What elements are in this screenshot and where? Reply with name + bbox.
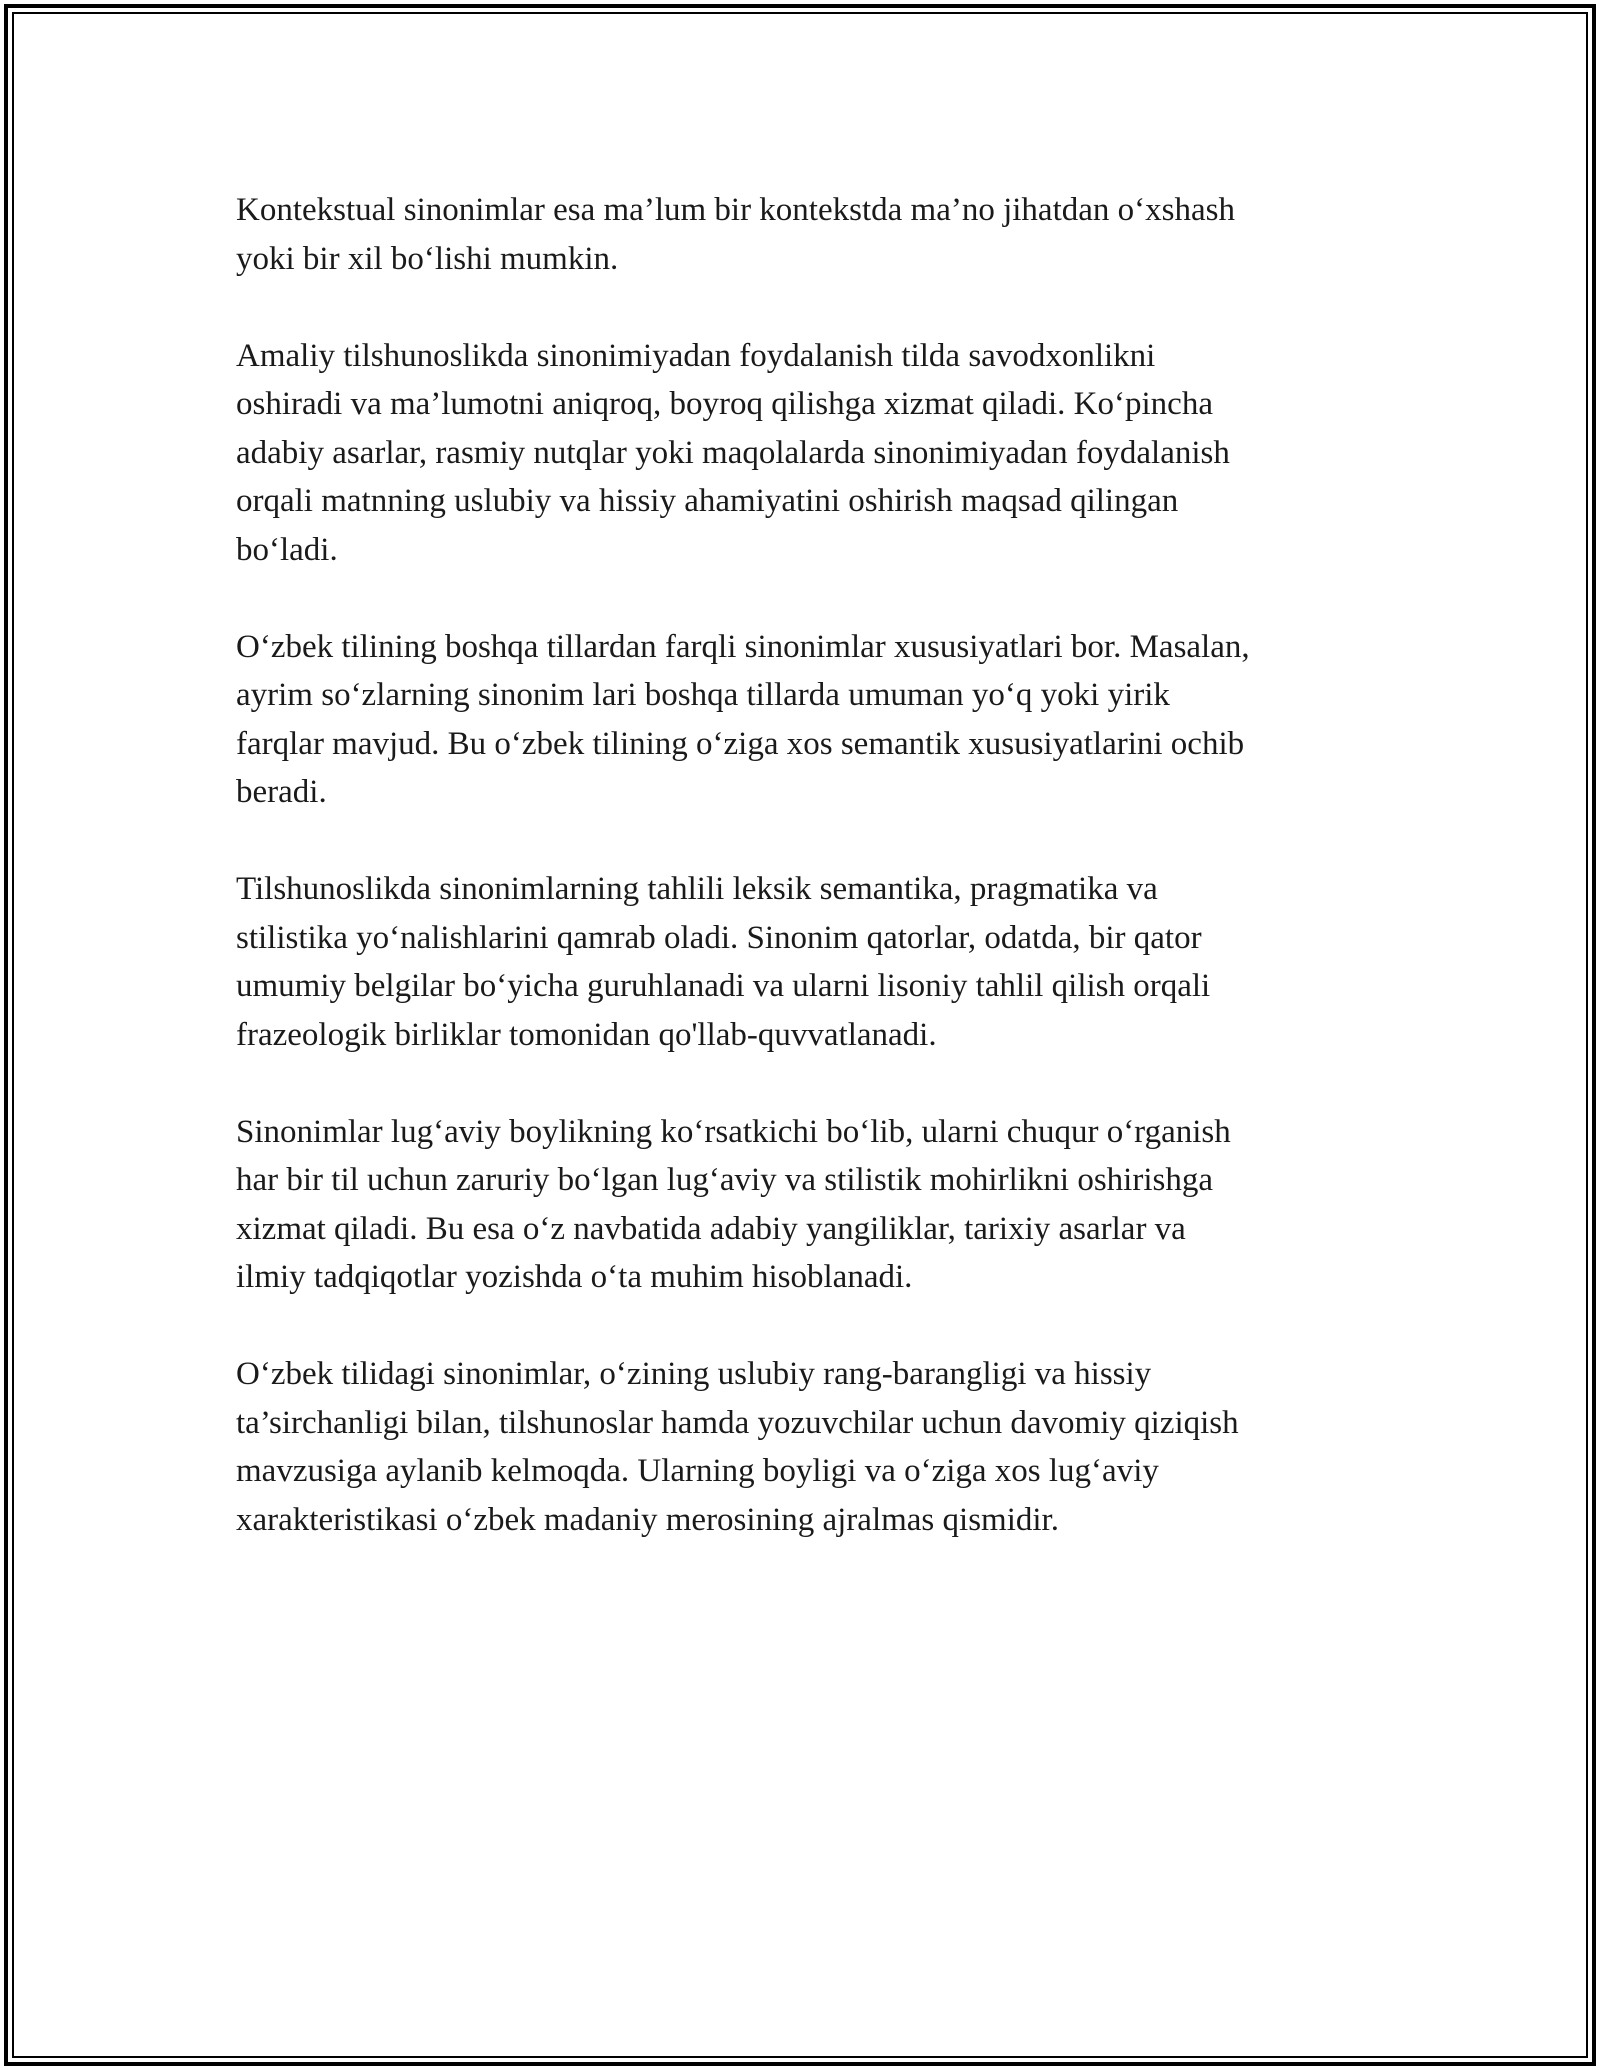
text-line: orqali matnning uslubiy va hissiy ahamiyatini oshirish maqsad qilingan [236,483,1179,519]
document-body [236,186,1376,1593]
text-line: Amaliy tilshunoslikda sinonimiyadan foydalanish tilda savodxonlikni [236,337,1156,374]
text-line: Kontekstual sinonimlar esa ma’lum bir kontekstda ma’no jihatdan o‘xshash [236,192,1235,228]
text-line: ayrim so‘zlarning sinonim lari boshqa tillarda umuman yo‘q yoki yirik [236,677,1170,713]
text-line: xarakteristikasi o‘zbek madaniy merosining ajralmas qismidir. [236,1501,1059,1538]
paragraph [236,865,1376,1059]
text-line: adabiy asarlar, rasmiy nutqlar yoki maqolalarda sinonimiyadan foydalanish [236,434,1230,471]
text-line: beradi. [236,774,327,810]
paragraph [236,332,1376,575]
paragraph [236,1350,1376,1544]
text-line: har bir til uchun zaruriy bo‘lgan lug‘aviy va stilistik mohirlikni oshirishga [236,1162,1213,1198]
text-line: ta’sirchanligi bilan, tilshunoslar hamda yozuvchilar uchun davomiy qiziqish [236,1404,1239,1441]
paragraph [236,1108,1376,1302]
text-line: umumiy belgilar bo‘yicha guruhlanadi va ularni lisoniy tahlil qilish orqali [236,968,1211,1004]
text-line: mavzusiga aylanib kelmoqda. Ularning boyligi va o‘ziga xos lug‘aviy [236,1453,1159,1489]
text-line: frazeologik birliklar tomonidan qo'llab-quvvatlanadi. [236,1016,937,1053]
text-line: Sinonimlar lug‘aviy boylikning ko‘rsatkichi bo‘lib, ularni chuqur o‘rganish [236,1113,1231,1150]
text-line: oshiradi va ma’lumotni aniqroq, boyroq qilishga xizmat qiladi. Ko‘pincha [236,386,1213,422]
paragraph [236,186,1376,283]
text-line: bo‘ladi. [236,531,338,568]
text-line: Tilshunoslikda sinonimlarning tahlili leksik semantika, pragmatika va [236,871,1158,907]
text-line: O‘zbek tilining boshqa tillardan farqli sinonimlar xususiyatlari bor. Masalan, [236,628,1250,665]
paragraph [236,623,1376,817]
text-line: ilmiy tadqiqotlar yozishda o‘ta muhim hisoblanadi. [236,1259,913,1295]
text-line: farqlar mavjud. Bu o‘zbek tilining o‘ziga xos semantik xususiyatlarini ochib [236,725,1245,762]
text-line: stilistika yo‘nalishlarini qamrab oladi. Sinonim qatorlar, odatda, bir qator [236,919,1202,956]
text-line: O‘zbek tilidagi sinonimlar, o‘zining uslubiy rang-barangligi va hissiy [236,1356,1152,1392]
text-line: xizmat qiladi. Bu esa o‘z navbatida adabiy yangiliklar, tarixiy asarlar va [236,1210,1186,1247]
text-line: yoki bir xil bo‘lishi mumkin. [236,240,619,277]
